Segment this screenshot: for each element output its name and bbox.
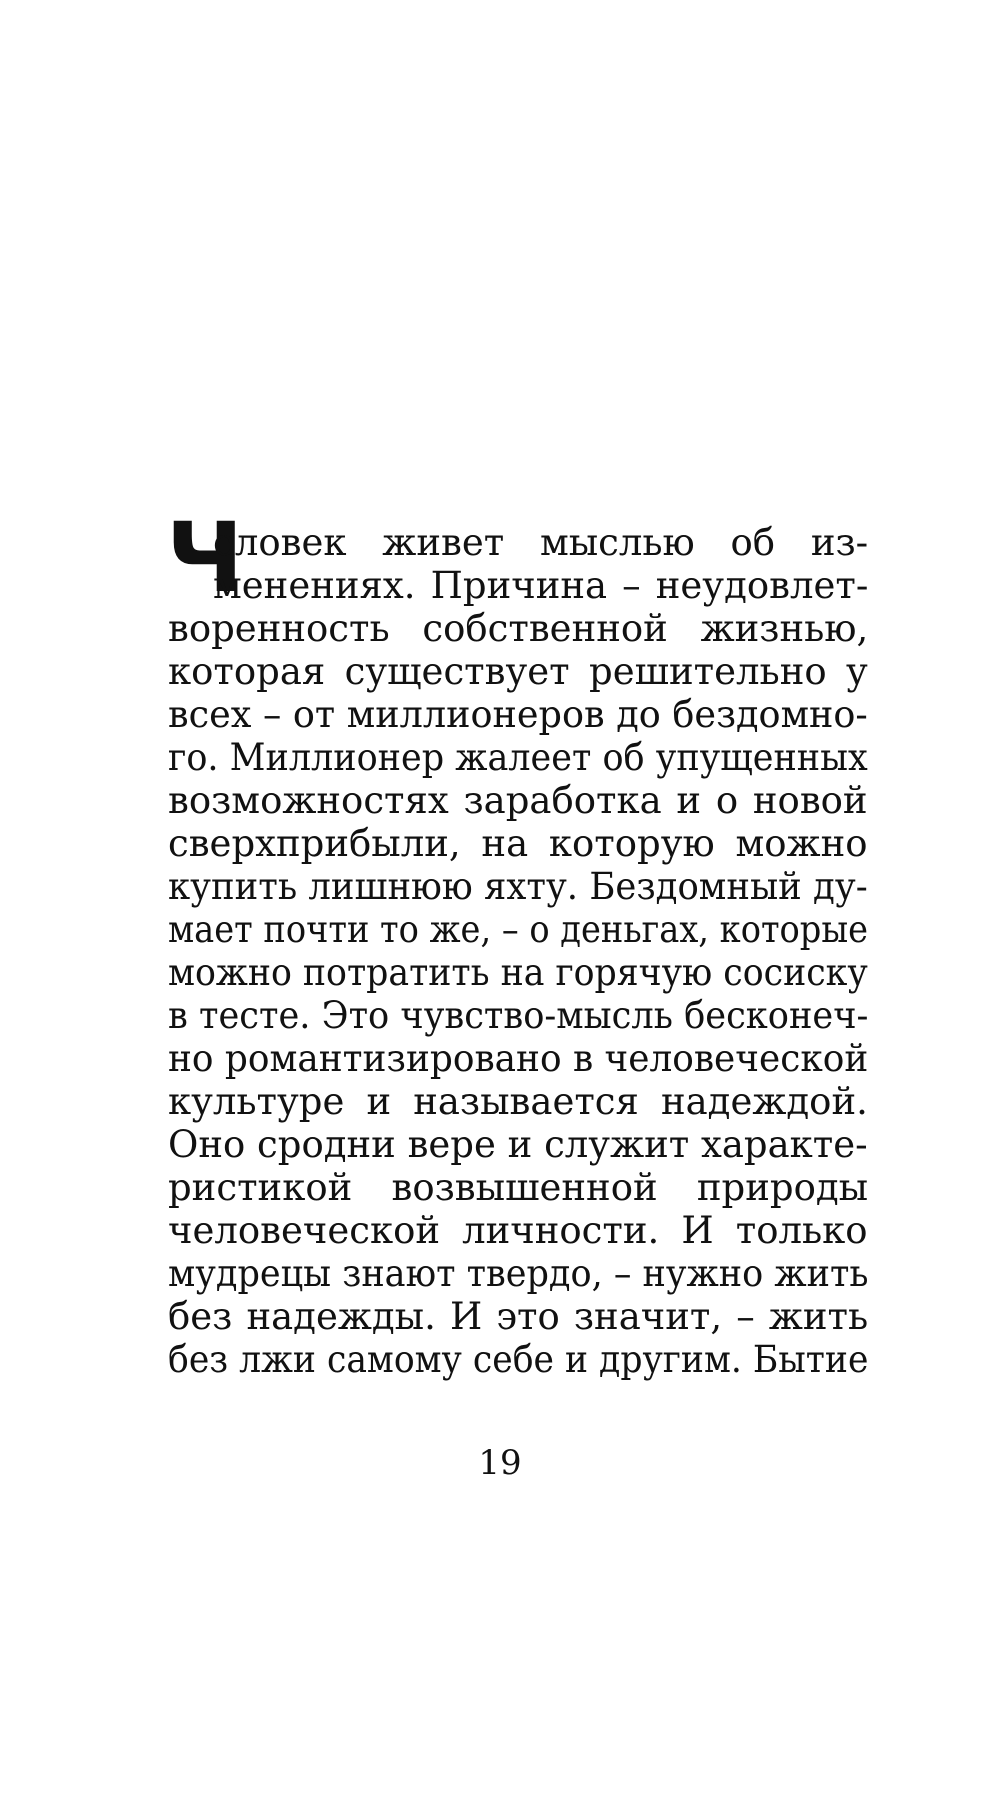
text-line-4: которая существует решительно у: [168, 650, 868, 693]
text-line-9: купить лишнюю яхту. Бездомный ду-: [168, 865, 868, 908]
text-line-17: человеческой личности. И только: [168, 1209, 868, 1252]
text-line-10: мает почти то же, – о деньгах, которые: [168, 908, 869, 951]
text-line-14: культуре и называется надеждой.: [168, 1080, 868, 1123]
text-line-5: всех – от миллионеров до бездомно-: [168, 693, 868, 736]
text-line-19: без надежды. И это значит, – жить: [168, 1295, 869, 1338]
text-line-6: го. Миллионер жалеет об упущенных: [168, 736, 868, 779]
text-line-7: возможностях заработка и о новой: [168, 779, 868, 822]
page-number: 19: [478, 1443, 522, 1483]
text-line-12: в тесте. Это чувство-мысль бесконеч-: [168, 994, 869, 1037]
text-line-20: без лжи самому себе и другим. Бытие: [168, 1338, 869, 1381]
text-line-16: ристикой возвышенной природы: [168, 1166, 869, 1209]
text-line-2: менениях. Причина – неудовлет-: [213, 564, 869, 607]
text-line-1: еловек живет мыслью об из-: [213, 521, 869, 564]
text-line-3: воренность собственной жизнью,: [168, 607, 869, 650]
drop-cap: Ч: [166, 502, 244, 614]
text-line-8: сверхприбыли, на которую можно: [168, 822, 868, 865]
text-line-13: но романтизировано в человеческой: [168, 1037, 869, 1080]
text-line-15: Оно сродни вере и служит характе-: [168, 1123, 868, 1166]
text-line-18: мудрецы знают твердо, – нужно жить: [168, 1252, 869, 1295]
text-line-11: можно потратить на горячую сосиску: [168, 951, 868, 994]
